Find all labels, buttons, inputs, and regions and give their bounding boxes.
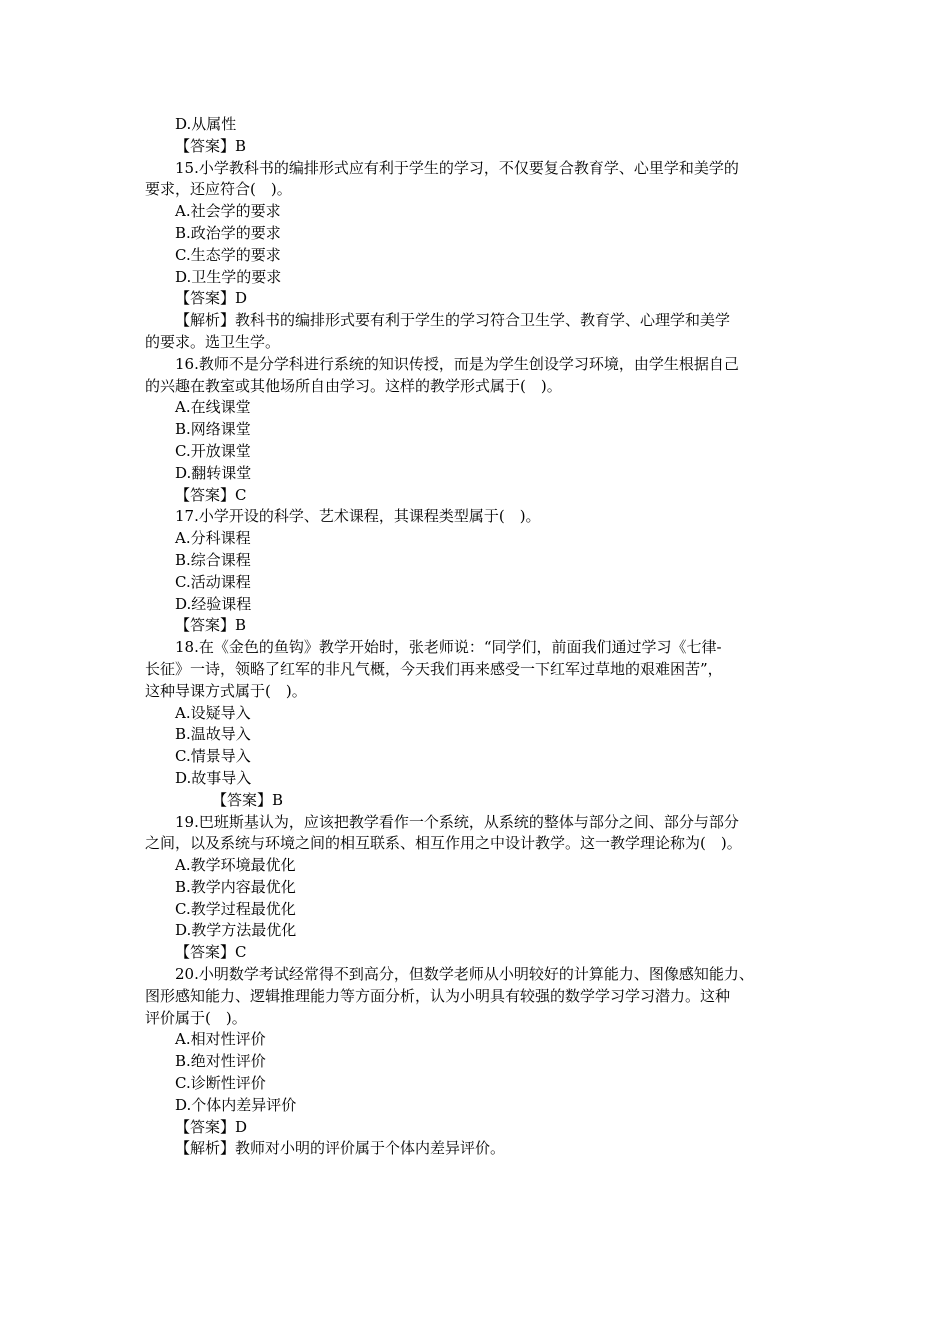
text-line: 20.小明数学考试经常得不到高分，但数学老师从小明较好的计算能力、图像感知能力、: [175, 965, 754, 984]
text-line: 【答案】B: [175, 136, 247, 155]
text-line: 【解析】教科书的编排形式要有利于学生的学习符合卫生学、教育学、心理学和美学: [175, 311, 731, 330]
text-line: C.开放课堂: [175, 441, 251, 460]
text-line: 【答案】D: [175, 289, 248, 308]
text-line: D.从属性: [175, 115, 237, 133]
text-line: D.经验课程: [175, 594, 252, 613]
text-line: B.绝对性评价: [175, 1052, 266, 1071]
text-line: C.诊断性评价: [175, 1074, 266, 1093]
text-line: 【答案】C: [175, 943, 247, 962]
text-line: 的兴趣在教室或其他场所自由学习。这样的教学形式属于( )。: [145, 376, 562, 395]
text-line: 评价属于( )。: [145, 1008, 247, 1027]
text-line: A.教学环境最优化: [175, 856, 296, 875]
text-line: B.教学内容最优化: [175, 877, 296, 896]
text-line: D.教学方法最优化: [175, 921, 297, 940]
text-line: C.活动课程: [175, 572, 251, 591]
text-line: 【答案】C: [175, 485, 247, 504]
text-line: A.在线课堂: [175, 398, 251, 417]
text-line: 19.巴班斯基认为，应该把教学看作一个系统，从系统的整体与部分之间、部分与部分: [175, 812, 739, 831]
text-line: 16.教师不是分学科进行系统的知识传授，而是为学生创设学习环境，由学生根据自己: [175, 354, 739, 373]
text-line: 要求，还应符合( )。: [145, 180, 292, 199]
text-line: 17.小学开设的科学、艺术课程，其课程类型属于( )。: [175, 507, 541, 526]
text-line: 15.小学教科书的编排形式应有利于学生的学习，不仅要复合教育学、心里学和美学的: [175, 158, 739, 177]
text-line: A.社会学的要求: [175, 202, 281, 221]
text-line: 【答案】D: [175, 1117, 248, 1136]
text-line: C.教学过程最优化: [175, 899, 296, 918]
text-line: D.个体内差异评价: [175, 1095, 297, 1114]
text-line: 【解析】教师对小明的评价属于个体内差异评价。: [175, 1139, 506, 1158]
text-line: 的要求。选卫生学。: [145, 332, 281, 351]
text-line: 长征》一诗，领略了红军的非凡气概，今天我们再来感受一下红军过草地的艰难困苦”，: [145, 659, 723, 678]
text-line: B.温故导入: [175, 725, 251, 744]
text-line: D.故事导入: [175, 768, 252, 787]
text-line: 之间，以及系统与环境之间的相互联系、相互作用之中设计教学。这一教学理论称为( )。: [145, 834, 742, 853]
text-line: 【答案】B: [212, 790, 284, 809]
text-line: C.生态学的要求: [175, 245, 281, 264]
text-line: A.设疑导入: [175, 703, 251, 722]
text-line: 图形感知能力、逻辑推理能力等方面分析，认为小明具有较强的数学学习学习潜力。这种: [145, 986, 731, 1005]
text-line: D.卫生学的要求: [175, 267, 282, 286]
text-line: 这种导课方式属于( )。: [145, 681, 307, 700]
text-line: B.网络课堂: [175, 420, 251, 439]
text-line: B.政治学的要求: [175, 223, 281, 242]
text-line: A.分科课程: [175, 529, 251, 548]
text-line: B.综合课程: [175, 550, 251, 569]
text-line: D.翻转课堂: [175, 463, 252, 482]
text-line: A.相对性评价: [175, 1030, 266, 1049]
document-body: [145, 114, 825, 1160]
text-line: C.情景导入: [175, 747, 251, 766]
text-line: 【答案】B: [175, 616, 247, 635]
text-line: 18.在《金色的鱼钩》教学开始时，张老师说：“同学们，前面我们通过学习《七律-: [175, 638, 722, 657]
